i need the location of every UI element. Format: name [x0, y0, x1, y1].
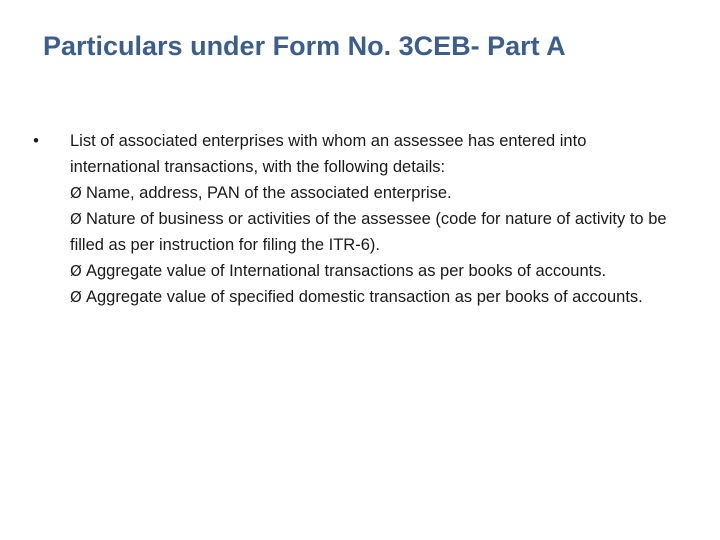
arrow-bullet-icon: Ø [70, 210, 82, 228]
arrow-bullet-icon: Ø [70, 262, 82, 280]
bullet-item [30, 128, 680, 310]
sub-item-text: Name, address, PAN of the associated enterprise. [86, 184, 452, 202]
arrow-bullet-icon: Ø [70, 288, 82, 306]
sub-item-name-address-pan [70, 180, 680, 206]
sub-item-domestic-transaction [70, 284, 680, 310]
slide-title: Particulars under Form No. 3CEB- Part A [43, 31, 566, 61]
bullet-text: List of associated enterprises with whom an assessee has entered into international transactions, with the following details: [70, 132, 587, 176]
slide-content [30, 128, 680, 310]
sub-item-text: Nature of business or activities of the assessee (code for nature of activity to be filled as per instruction for filing the ITR-6). [70, 210, 667, 254]
bullet-marker: • [33, 132, 39, 150]
sub-item-text: Aggregate value of specified domestic transaction as per books of accounts. [86, 288, 643, 306]
sub-item-international-transactions [70, 258, 680, 284]
arrow-bullet-icon: Ø [70, 184, 82, 202]
sub-item-text: Aggregate value of International transactions as per books of accounts. [86, 262, 607, 280]
sub-item-nature-of-business [70, 206, 680, 258]
